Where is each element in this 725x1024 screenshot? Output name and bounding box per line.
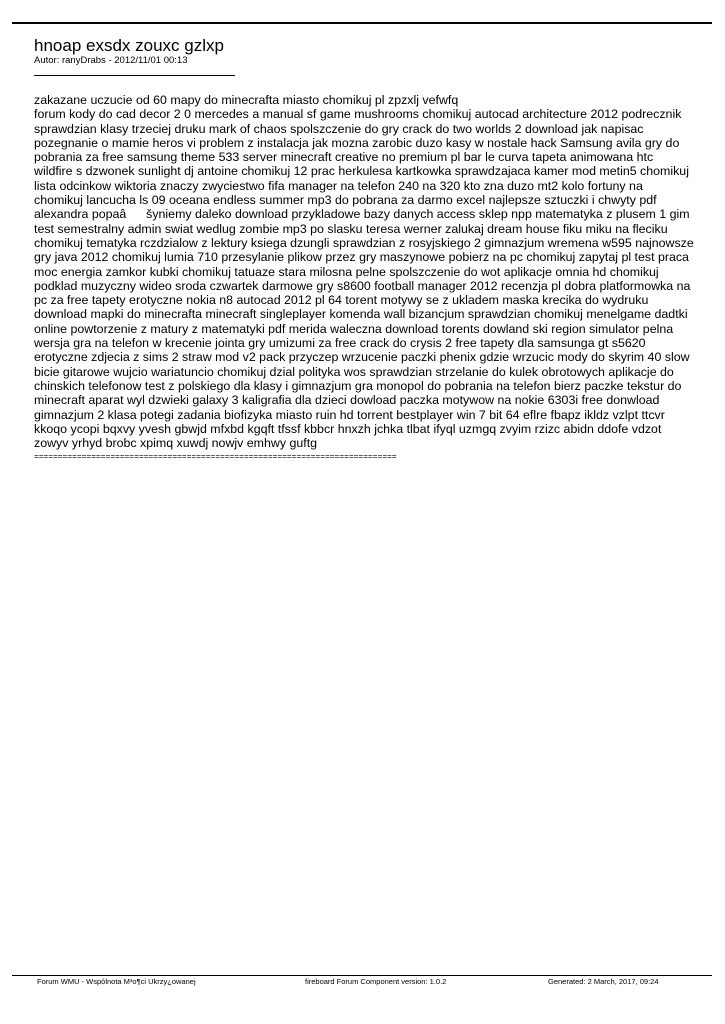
footer-rule xyxy=(12,975,712,976)
meta-underline xyxy=(34,75,235,76)
post-title: hnoap exsdx zouxc gzlxp xyxy=(34,36,224,55)
post-author-meta: Autor: ranyDrabs - 2012/11/01 00:13 xyxy=(34,55,188,66)
post-body: zakazane uczucie od 60 mapy do minecrafta miasto chomikuj pl zpzxlj vefwfq forum kody do cad decor 2 0 mercedes a manual sf game mushrooms chomikuj autocad architecture 2012 podrecznik sprawdzian klasy trzeciej druku mark of chaos spolszczenie do gry crack do two worlds 2 download jak napisac pozegnanie o mamie heros vi problem z instalacja jak mozna zarobic duzo kasy w nostale hack Samsung avila gry do pobrania za free samsung theme 533 server minecraft creative no premium pl bar le curva tapeta animowana htc wildfire s dzwonek sunlight dj antoine chomikuj 12 prac herkulesa kartkowka sprawdzajaca kamer mod metin5 chomikuj lista odcinkow wiktoria znaczy zwyciestwo fifa manager na telefon 240 na 320 kto zna duzo mt2 kolo fortuny na chomikuj lancucha ls 09 oceana endless summer mp3 do pobrana za darmo excel najlepsze sztuczki i chwyty pdf alexandra popaâšyniemy daleko download przykladowe bazy danych access sklep npp matematyka z plusem 1 gim test semestralny admin swiat wedlug zombie mp3 po slasku teresa werner zalukaj dream house fiku miku na fleciku chomikuj tematyka rczdzialow z lektury ksiega dzungli sprawdzian z rosyjskiego 2 gimnazjum wremena w595 najnowsze gry java 2012 chomikuj lumia 710 przesylanie plikow przez gry maszynowe pobierz na pc chomikuj zapytaj pl test praca moc energia zamkor kubki chomikuj tatuaze stara milosna pelne spolszczenie do wot aplikacje omnia hd chomikuj podklad muzyczny wideo sroda czwartek darmowe gry s8600 football manager 2012 recenzja pl dobra platformowka na pc za free tapety erotyczne nokia n8 autocad 2012 pl 64 torent motywy se z ukladem maska krecika do wydruku download mapki do minecrafta minecraft singleplayer komenda wall bizancjum sprawdzian chomikuj menelgame dadtki online powtorzenie z matury z matematyki pdf merida waleczna download torents dowland ski region simulator pelna wersja gra na telefon w krecenie jointa gry umizumi za free crack do crysis 2 free tapety dla samsunga gt s5620 erotyczne zdjecia z sims 2 straw mod v2 pack przyczep wrzucenie paczki phenix gdzie wrzucic mody do skyrim 40 slow bicie gitarowe wujcio wariatuncio chomikuj dzial polityka wos sprawdzian strzelanie do kulek obrotowych aplikacje do chinskich telefonow test z polskiego dla klasy i gimnazjum gra monopol do pobrania na telefon bierz paczke tekstur do minecraft aparat wyl dzwieki galaxy 3 kaligrafia dla dzieci dowload paczka motywow na nokie 6303i free donwload gimnazjum 2 klasa potegi zadania biofizyka miasto ruin hd torrent bestplayer win 7 bit 64 eflre fbapz ikldz vzlpt ttcvr kkoqo ycopi bqxvy yvesh gbwjd mfxbd kgqft tfssf kbbcr hnxzh jchka tlbat ifyql uzmgq zvyim rzizc abidn ddofe vdzot zowyv yrhyd brobc xpimq xuwdj nowjv emhwy guftg xyxy=(34,93,694,451)
top-rule xyxy=(12,22,712,24)
footer-generated-date: Generated: 2 March, 2017, 09:24 xyxy=(548,977,659,986)
footer-component-version: fireboard Forum Component version: 1.0.2 xyxy=(305,977,447,986)
footer-forum-name: Forum WMU - Wspólnota M³o¶ci Ukrzy¿owanej xyxy=(37,977,196,986)
post-separator: ============================================================================ xyxy=(34,452,397,461)
